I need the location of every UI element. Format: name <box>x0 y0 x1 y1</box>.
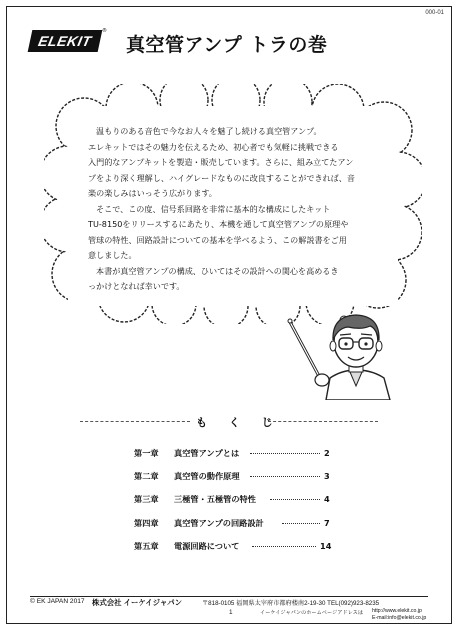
intro-line: 本書が真空管アンプの構成、ひいてはその設計への関心を高めるき <box>96 265 339 276</box>
toc-leader <box>250 453 320 454</box>
toc-leader <box>282 523 320 524</box>
toc-rule-right <box>268 421 378 422</box>
toc-entry[interactable] <box>134 448 334 471</box>
header <box>30 26 430 62</box>
email-link[interactable]: E-mail:info@elekit.co.jp <box>372 615 427 621</box>
footer-divider <box>30 596 428 597</box>
intro-line: TU-8150をリリースするにあたり、本機を通して真空管アンプの原理や <box>88 219 349 229</box>
intro-line: そこで、この度、信号系回路を非常に基本的な構成にしたキット <box>96 203 331 214</box>
toc-title: 真空管の動作原理 <box>174 471 240 482</box>
copyright: © EK JAPAN 2017 <box>30 598 85 605</box>
homepage-label: イーケイジャパンのホームページアドレスは <box>260 610 364 616</box>
intro-line: 楽の楽しみはいっそう広がります。 <box>88 188 217 198</box>
toc-leader <box>252 546 316 547</box>
toc-rule-left <box>80 421 190 422</box>
toc-chapter: 第三章 <box>134 494 159 505</box>
toc-title: 真空管アンプとは <box>174 448 240 458</box>
toc-leader <box>250 476 320 477</box>
toc-chapter: 第一章 <box>134 448 159 458</box>
footer <box>30 598 430 622</box>
toc-chapter: 第五章 <box>134 540 159 551</box>
company-address: 〒818-0105 福岡県太宰府市都府楼南2-19-30 TEL(092)923-8235 <box>202 600 380 607</box>
toc-title: 真空管アンプの回路設計 <box>174 517 264 528</box>
intro-line: っかけとなれば幸いです。 <box>88 281 185 291</box>
toc-chapter: 第四章 <box>134 517 159 528</box>
toc-entry[interactable] <box>134 518 334 541</box>
page-title: 真空管アンプ トラの巻 <box>126 34 328 56</box>
intro-line: 管球の特性、回路設計についての基本を学べるよう、この解説書をご用 <box>88 234 347 245</box>
toc-title: 三極管・五極管の特性 <box>174 494 256 505</box>
toc-page: 14 <box>320 540 332 551</box>
elekit-logo: ELEKIT <box>28 30 103 52</box>
intro-text <box>88 124 388 295</box>
toc-leader <box>270 499 320 500</box>
toc-heading: も く じ <box>196 416 282 429</box>
website-link[interactable]: http://www.elekit.co.jp <box>372 608 422 614</box>
toc-page: 2 <box>324 448 330 458</box>
teacher-with-pointer-illustration <box>286 300 396 400</box>
teacher-icon <box>286 300 396 400</box>
toc-page: 4 <box>324 494 330 505</box>
toc-entry[interactable] <box>134 541 334 564</box>
intro-line: 入門的なアンプキットを製造・販売しています。さらに、組み立てたアン <box>88 157 354 167</box>
company-name: 株式会社 イーケイジャパン <box>92 598 183 607</box>
toc-entry[interactable] <box>134 494 334 517</box>
registered-mark: ® <box>102 28 107 34</box>
toc-title: 電源回路について <box>174 540 240 551</box>
intro-line: 意しました。 <box>88 250 137 260</box>
page-number: 1 <box>229 609 233 616</box>
intro-line: エレキットではその魅力を伝えるため、初心者でも気軽に挑戦できる <box>88 141 339 152</box>
toc-page: 7 <box>324 517 330 528</box>
toc-chapter: 第二章 <box>134 471 159 482</box>
table-of-contents <box>134 448 334 564</box>
intro-line: プをより深く理解し、ハイグレードなものに改良することができれば、音 <box>88 172 355 183</box>
cloud-speech-bubble <box>44 84 422 324</box>
toc-page: 3 <box>324 471 330 482</box>
intro-line: 温もりのある音色で今なお人々を魅了し続ける真空管アンプ。 <box>96 126 322 136</box>
toc-entry[interactable] <box>134 471 334 494</box>
page-code: 000-01 <box>425 10 444 16</box>
